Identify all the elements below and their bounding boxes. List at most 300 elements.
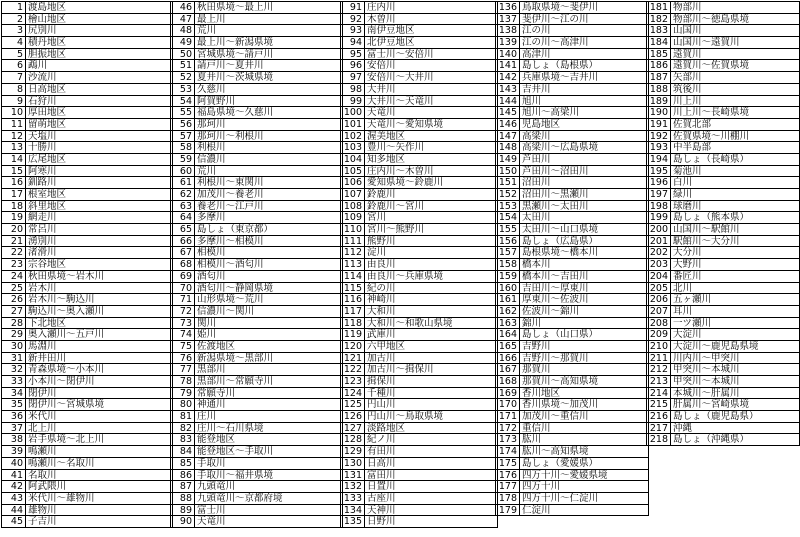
table-row [341, 516, 497, 528]
table-row [496, 166, 648, 178]
area-name: 天神川 [367, 504, 396, 516]
area-name: 加茂川～重信川 [522, 411, 589, 422]
table-row [647, 341, 799, 353]
table-row [171, 201, 342, 213]
table-row [171, 306, 342, 318]
table-row [171, 119, 342, 131]
table-row [341, 481, 497, 493]
table-row [2, 154, 172, 166]
row-number: 39 [2, 446, 26, 457]
area-name: 阿寒川 [28, 165, 57, 177]
row-number: 82 [171, 423, 195, 434]
area-name: 駅館川～大分川 [673, 235, 740, 247]
row-number: 169 [496, 388, 520, 399]
table-row [171, 505, 342, 517]
area-name: 黒部川 [197, 364, 226, 375]
row-number: 115 [341, 283, 365, 294]
area-name: 仁淀川 [522, 504, 551, 516]
table-row [2, 505, 172, 517]
area-name: 閉伊川～宮城県境 [28, 399, 105, 411]
row-number: 211 [647, 353, 671, 364]
area-name: 錦川 [522, 317, 542, 329]
row-number: 191 [647, 119, 671, 130]
table-row [341, 2, 497, 14]
row-number: 193 [647, 142, 671, 153]
row-number: 209 [647, 329, 671, 340]
table-row [647, 224, 799, 236]
table-row [2, 364, 172, 376]
row-number: 9 [2, 96, 26, 107]
table-row [2, 470, 172, 482]
area-name: 筑後川 [673, 83, 702, 95]
row-number: 24 [2, 271, 26, 282]
row-number: 163 [496, 318, 520, 329]
row-number: 214 [647, 388, 671, 399]
table-row [171, 329, 342, 341]
table-row [647, 107, 799, 119]
row-number: 152 [496, 189, 520, 200]
row-number: 38 [2, 434, 26, 445]
row-number: 147 [496, 131, 520, 142]
row-number: 195 [647, 166, 671, 177]
table-row [341, 283, 497, 295]
table-row [171, 14, 342, 26]
row-number: 41 [2, 470, 26, 481]
area-name: 吉田川～厚東川 [522, 282, 589, 294]
row-number: 54 [171, 96, 195, 107]
table-row [2, 376, 172, 388]
row-number: 22 [2, 247, 26, 258]
table-row [647, 154, 799, 166]
row-number: 177 [496, 481, 520, 492]
area-name: 遠賀川 [673, 48, 702, 60]
row-number: 44 [2, 505, 26, 516]
table-row [496, 283, 648, 295]
area-name: 下北地区 [28, 317, 67, 329]
area-name: 日野川 [367, 516, 396, 527]
table-row [2, 411, 172, 423]
area-name: 名取川 [28, 469, 57, 481]
area-name: 秋田県境～岩木川 [28, 270, 105, 282]
row-number: 185 [647, 49, 671, 60]
area-name: 斐伊川～江の川 [522, 13, 589, 25]
row-number: 184 [647, 37, 671, 48]
row-number: 1 [2, 2, 26, 13]
table-row [647, 84, 799, 96]
row-number: 5 [2, 49, 26, 60]
table-row [341, 458, 497, 470]
table-row [496, 341, 648, 353]
table-row [341, 493, 497, 505]
row-number: 207 [647, 306, 671, 317]
table-row [171, 2, 342, 14]
table-row [496, 131, 648, 143]
row-number: 157 [496, 247, 520, 258]
table-row [171, 470, 342, 482]
table-row [171, 434, 342, 446]
row-number: 215 [647, 399, 671, 410]
table-row [2, 516, 172, 528]
table-row [647, 49, 799, 61]
row-number: 12 [2, 131, 26, 142]
row-number: 201 [647, 236, 671, 247]
table-row [171, 72, 342, 84]
table-row [496, 107, 648, 119]
area-name: 佐渡地区 [197, 340, 236, 352]
row-number: 67 [171, 247, 195, 258]
table-row [2, 294, 172, 306]
area-name: 酒匂川～静岡県境 [197, 282, 274, 294]
area-name: 有田川 [367, 446, 396, 457]
row-number: 111 [341, 236, 365, 247]
table-row [2, 236, 172, 248]
row-number: 53 [171, 84, 195, 95]
table-row [2, 177, 172, 189]
row-number: 178 [496, 493, 520, 504]
row-number: 33 [2, 376, 26, 387]
area-name: 江の川～高津川 [522, 37, 589, 48]
area-name: 日置川 [367, 481, 396, 492]
area-name: 日高川 [367, 457, 396, 469]
row-number: 36 [2, 411, 26, 422]
table-row [171, 481, 342, 493]
row-number: 50 [171, 49, 195, 60]
table-row [2, 84, 172, 96]
row-number: 189 [647, 96, 671, 107]
row-number: 125 [341, 399, 365, 410]
table-row [647, 318, 799, 330]
table-row [496, 212, 648, 224]
table-row [496, 294, 648, 306]
table-row [171, 294, 342, 306]
row-number: 100 [341, 107, 365, 118]
row-number: 140 [496, 49, 520, 60]
row-number: 75 [171, 341, 195, 352]
row-number: 26 [2, 294, 26, 305]
table-row [341, 166, 497, 178]
area-name: 島しょ（愛媛県） [522, 457, 599, 469]
area-name: 黒部川～常願寺川 [197, 376, 274, 387]
area-name: 那賀川～高知県境 [522, 376, 599, 387]
row-number: 166 [496, 353, 520, 364]
row-number: 175 [496, 458, 520, 469]
table-row [171, 283, 342, 295]
area-name: 島しょ（島根県） [522, 60, 599, 72]
table-column [170, 1, 343, 528]
table-row [341, 294, 497, 306]
area-name: 佐賀北部 [673, 118, 712, 130]
area-name: 山形県境～荒川 [197, 294, 264, 305]
row-number: 139 [496, 37, 520, 48]
area-name: 大分川 [673, 247, 702, 259]
table-row [2, 306, 172, 318]
area-name: 木曽川 [367, 13, 396, 25]
area-name: 川内川～甲突川 [673, 352, 740, 364]
row-number: 83 [171, 434, 195, 445]
area-name: 四万十川 [522, 481, 561, 492]
row-number: 202 [647, 247, 671, 258]
area-name: 那賀川 [522, 364, 551, 375]
area-name: 山国川～駅館川 [673, 224, 740, 235]
table-row [171, 516, 342, 528]
row-number: 176 [496, 470, 520, 481]
row-number: 76 [171, 353, 195, 364]
table-row [341, 37, 497, 49]
row-number: 182 [647, 14, 671, 25]
row-number: 143 [496, 84, 520, 95]
table-row [496, 364, 648, 376]
row-number: 95 [341, 49, 365, 60]
table-row [647, 166, 799, 178]
area-name: 遠賀川～佐賀県境 [673, 60, 750, 72]
table-row [2, 247, 172, 259]
row-number: 196 [647, 177, 671, 188]
area-name: 駒込川～奥入瀬川 [28, 305, 105, 317]
table-row [496, 2, 648, 14]
area-name: 檜山地区 [28, 13, 67, 25]
row-number: 173 [496, 434, 520, 445]
row-number: 43 [2, 493, 26, 504]
table-row [171, 341, 342, 353]
row-number: 112 [341, 247, 365, 258]
area-name: 芦田川 [522, 153, 551, 165]
area-name: 日高地区 [28, 83, 67, 95]
table-row [341, 189, 497, 201]
table-row [647, 131, 799, 143]
table-row [496, 49, 648, 61]
table-row [496, 318, 648, 330]
row-number: 192 [647, 131, 671, 142]
row-number: 84 [171, 446, 195, 457]
area-name: 吉野川～那賀川 [522, 352, 589, 364]
area-name: 閉伊川 [28, 387, 57, 399]
table-row [2, 201, 172, 213]
area-name: 九頭竜川～京都府境 [197, 492, 283, 504]
area-name: 物部川～徳島県境 [673, 13, 750, 25]
area-name: 山国川 [673, 25, 702, 37]
area-name: 島しょ（鹿児島県） [673, 411, 759, 422]
area-name: 石狩川 [28, 95, 57, 107]
row-number: 144 [496, 96, 520, 107]
area-name: 信濃川～関川 [197, 305, 255, 317]
area-name: 甲突川～本城川 [673, 364, 740, 375]
area-name: 富士川～安倍川 [367, 48, 434, 60]
table-row [647, 259, 799, 271]
table-row [496, 306, 648, 318]
area-name: 渚滑川 [28, 247, 57, 259]
row-number: 213 [647, 376, 671, 387]
area-name: 由良川～兵庫県境 [367, 270, 444, 282]
area-name: 川上川 [673, 95, 702, 107]
area-name: 知多地区 [367, 153, 406, 165]
table-row [171, 353, 342, 365]
area-name: 鈴鹿川～宮川 [367, 200, 425, 212]
area-name: 重信川 [522, 422, 551, 434]
row-number: 172 [496, 423, 520, 434]
row-number: 138 [496, 25, 520, 36]
row-number: 23 [2, 259, 26, 270]
table-row [341, 84, 497, 96]
table-row [2, 49, 172, 61]
row-number: 77 [171, 364, 195, 375]
area-name: 黒瀬川～太田川 [522, 200, 589, 212]
area-name: 中半島部 [673, 142, 712, 153]
table-row [171, 318, 342, 330]
area-name: 由良川 [367, 259, 396, 270]
area-name: 網走川 [28, 212, 57, 224]
row-number: 155 [496, 224, 520, 235]
table-row [341, 364, 497, 376]
area-name: 広尾地区 [28, 153, 67, 165]
table-row [647, 212, 799, 224]
area-name: 阿賀野川 [197, 95, 236, 107]
row-number: 61 [171, 177, 195, 188]
area-name: 佐波川～錦川 [522, 305, 580, 317]
area-name: 五ヶ瀬川 [673, 294, 712, 305]
table-row [496, 84, 648, 96]
table-row [341, 177, 497, 189]
table-row [647, 72, 799, 84]
table-row [2, 37, 172, 49]
table-row [171, 493, 342, 505]
row-number: 31 [2, 353, 26, 364]
area-name: 湧別川 [28, 235, 57, 247]
table-row [496, 271, 648, 283]
area-name: 北川 [673, 282, 693, 294]
row-number: 186 [647, 60, 671, 71]
table-row [496, 470, 648, 482]
table-row [341, 259, 497, 271]
table-row [647, 14, 799, 26]
area-name: 鈴鹿川 [367, 189, 396, 200]
area-name: 安倍川 [367, 60, 396, 72]
row-number: 187 [647, 72, 671, 83]
row-number: 203 [647, 259, 671, 270]
table-row [2, 283, 172, 295]
row-number: 60 [171, 166, 195, 177]
row-number: 156 [496, 236, 520, 247]
table-row [2, 399, 172, 411]
area-name: 島しょ（山口県） [522, 329, 599, 340]
row-number: 46 [171, 2, 195, 13]
table-row [171, 399, 342, 411]
area-name: 芦田川～沼田川 [522, 165, 589, 177]
row-number: 162 [496, 306, 520, 317]
area-name: 庄内川～木曽川 [367, 165, 434, 177]
table-row [171, 49, 342, 61]
row-number: 99 [341, 96, 365, 107]
row-number: 19 [2, 212, 26, 223]
row-number: 42 [2, 481, 26, 492]
area-name: 米代川 [28, 411, 57, 422]
row-number: 110 [341, 224, 365, 235]
area-name: 那珂川～利根川 [197, 130, 264, 142]
table-row [341, 411, 497, 423]
area-name: 島根県境～橋本川 [522, 247, 599, 259]
area-name: 富士川 [197, 504, 226, 516]
area-name: 鳴瀬川 [28, 446, 57, 457]
area-name: 九頭竜川 [197, 481, 236, 492]
row-number: 98 [341, 84, 365, 95]
area-name: 北伊豆地区 [367, 37, 415, 48]
area-name: 肱川～高知県境 [522, 446, 589, 457]
area-name: 肝属川～宮崎県境 [673, 399, 750, 411]
row-number: 90 [171, 516, 195, 527]
row-number: 94 [341, 37, 365, 48]
table-row [647, 189, 799, 201]
table-row [496, 119, 648, 131]
area-name: 愛知県境～鈴鹿川 [367, 177, 444, 188]
area-name: 岩手県境～北上川 [28, 434, 105, 446]
row-number: 73 [171, 318, 195, 329]
area-name: 斜里地区 [28, 200, 67, 212]
table-row [496, 224, 648, 236]
area-name: 久慈川 [197, 83, 226, 95]
area-name: 庄内川 [367, 2, 396, 13]
area-name: 高梁川 [522, 130, 551, 142]
area-name: 島しょ（沖縄県） [673, 434, 750, 446]
table-row [2, 2, 172, 14]
area-name: 多摩川 [197, 212, 226, 224]
row-number: 57 [171, 131, 195, 142]
row-number: 116 [341, 294, 365, 305]
table-row [647, 364, 799, 376]
row-number: 97 [341, 72, 365, 83]
table-row [2, 353, 172, 365]
area-name: 相模川 [197, 247, 226, 259]
area-name: 馬淵川 [28, 340, 57, 352]
table-row [647, 399, 799, 411]
table-row [647, 37, 799, 49]
area-name: 天竜川 [367, 107, 396, 118]
table-row [171, 446, 342, 458]
table-row [341, 236, 497, 248]
row-number: 179 [496, 505, 520, 516]
row-number: 51 [171, 60, 195, 71]
area-name: 鳥取県境～斐伊川 [522, 2, 599, 13]
table-row [647, 423, 799, 435]
table-row [171, 60, 342, 72]
table-row [647, 271, 799, 283]
area-name: 紀ノ川 [367, 434, 396, 446]
area-name: 常願寺川 [197, 387, 236, 399]
table-row [341, 329, 497, 341]
area-name: 富田川 [367, 469, 396, 481]
area-name: 揖保川 [367, 376, 396, 387]
row-number: 174 [496, 446, 520, 457]
area-name: 太田川～山口県境 [522, 224, 599, 235]
row-number: 107 [341, 189, 365, 200]
row-number: 153 [496, 201, 520, 212]
row-number: 126 [341, 411, 365, 422]
row-number: 14 [2, 154, 26, 165]
row-number: 208 [647, 318, 671, 329]
area-name: 尻別川 [28, 25, 57, 37]
row-number: 117 [341, 306, 365, 317]
area-name: 一ツ瀬川 [673, 317, 712, 329]
row-number: 127 [341, 423, 365, 434]
area-name: 宮城県境～請戸川 [197, 48, 274, 60]
table-row [2, 25, 172, 37]
table-row [647, 119, 799, 131]
table-row [341, 224, 497, 236]
table-row [496, 142, 648, 154]
area-name: 沼田川～黒瀬川 [522, 189, 589, 200]
area-name: 兵庫県境～吉井川 [522, 72, 599, 83]
area-name: 球磨川 [673, 200, 702, 212]
row-number: 212 [647, 364, 671, 375]
table-row [647, 60, 799, 72]
